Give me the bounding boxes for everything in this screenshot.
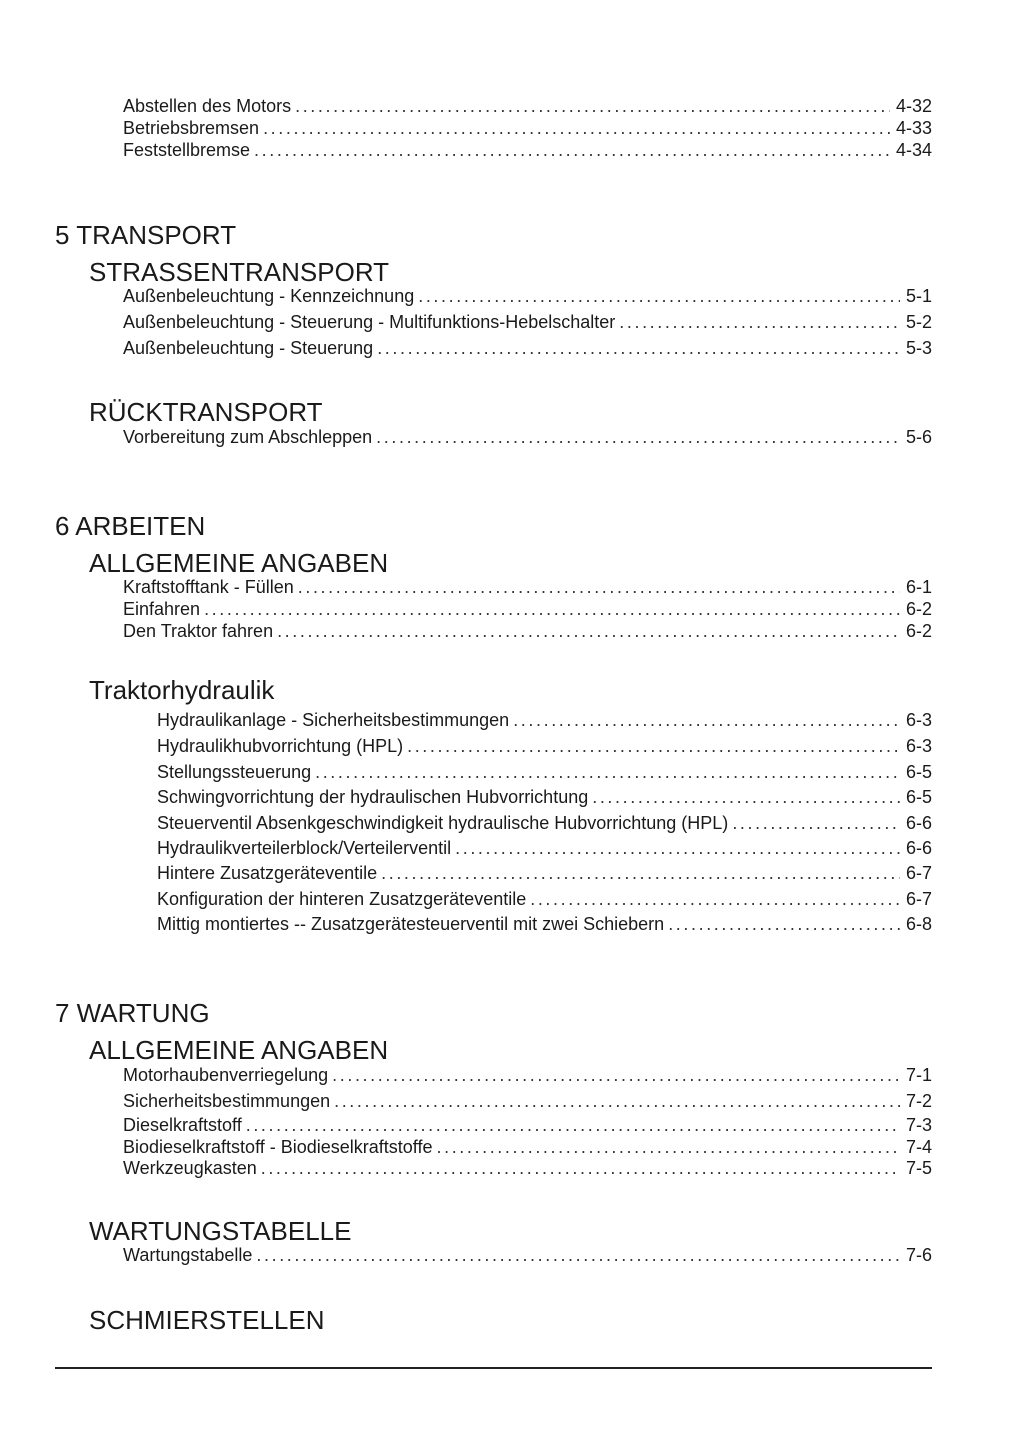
toc-entry[interactable]: [123, 620, 932, 642]
toc-entry[interactable]: [123, 117, 932, 139]
toc-entry-label: Werkzeugkasten: [123, 1158, 257, 1178]
section-title[interactable]: WARTUNGSTABELLE: [89, 1216, 352, 1246]
toc-entry-page: 7-2: [905, 1091, 932, 1111]
toc-leader-dots: [455, 837, 900, 859]
footer-divider: [55, 1367, 932, 1369]
chapter-title[interactable]: 5 TRANSPORT: [55, 220, 237, 250]
chapter-title[interactable]: 7 WARTUNG: [55, 998, 210, 1028]
toc-leader-dots: [204, 598, 900, 620]
toc-entry-page: 4-32: [895, 96, 932, 116]
toc-entry-page: 6-3: [905, 736, 932, 756]
toc-entry[interactable]: [123, 1157, 932, 1179]
toc-entry-page: 5-2: [905, 312, 932, 332]
toc-entry-label: Feststellbremse: [123, 140, 251, 160]
toc-leader-dots: [334, 1090, 900, 1112]
toc-entry[interactable]: [123, 426, 932, 448]
toc-entry[interactable]: [123, 576, 932, 598]
toc-entry-label: Sicherheitsbestimmungen: [123, 1091, 331, 1111]
toc-entry-page: 5-6: [905, 427, 932, 447]
toc-entry[interactable]: [123, 337, 932, 359]
toc-entry-label: Mittig montiertes -- Zusatzgerätesteuerventil mit zwei Schiebern: [157, 914, 665, 934]
toc-entry-label: Hydraulikverteilerblock/Verteilerventil: [157, 838, 452, 858]
toc-leader-dots: [513, 709, 900, 731]
toc-entry-label: Schwingvorrichtung der hydraulischen Hubvorrichtung: [157, 787, 589, 807]
toc-leader-dots: [261, 1157, 900, 1179]
toc-leader-dots: [298, 576, 900, 598]
toc-entry-page: 7-6: [905, 1245, 932, 1265]
toc-entry-label: Einfahren: [123, 599, 201, 619]
toc-entry[interactable]: [123, 1244, 932, 1266]
toc-entry-label: Betriebsbremsen: [123, 118, 260, 138]
toc-entry-label: Außenbeleuchtung - Steuerung - Multifunktions-Hebelschalter: [123, 312, 616, 332]
toc-entry-page: 4-33: [895, 118, 932, 138]
toc-entry[interactable]: [123, 1114, 932, 1136]
toc-leader-dots: [377, 337, 900, 359]
toc-leader-dots: [332, 1064, 900, 1086]
section-title[interactable]: SCHMIERSTELLEN: [89, 1305, 325, 1335]
toc-entry-page: 6-6: [905, 838, 932, 858]
toc-entry-page: 6-5: [905, 787, 932, 807]
toc-entry-label: Hydraulikhubvorrichtung (HPL): [157, 736, 404, 756]
section-title[interactable]: RÜCKTRANSPORT: [89, 397, 323, 427]
toc-entry-page: 7-4: [905, 1137, 932, 1157]
toc-leader-dots: [437, 1136, 900, 1158]
toc-leader-dots: [263, 117, 890, 139]
toc-entry[interactable]: [123, 95, 932, 117]
toc-leader-dots: [315, 761, 900, 783]
section-title[interactable]: ALLGEMEINE ANGABEN: [89, 548, 389, 578]
toc-entry-label: Vorbereitung zum Abschleppen: [123, 427, 373, 447]
toc-entry[interactable]: [123, 598, 932, 620]
toc-entry-label: Außenbeleuchtung - Kennzeichnung: [123, 286, 415, 306]
toc-leader-dots: [407, 735, 900, 757]
toc-entry[interactable]: [157, 709, 932, 731]
toc-leader-dots: [732, 812, 900, 834]
section-title[interactable]: Traktorhydraulik: [89, 675, 275, 705]
toc-entry[interactable]: [157, 812, 932, 834]
toc-leader-dots: [381, 862, 900, 884]
section-title[interactable]: STRASSENTRANSPORT: [89, 257, 390, 287]
toc-entry-page: 4-34: [895, 140, 932, 160]
toc-entry-label: Konfiguration der hinteren Zusatzgeräteventile: [157, 889, 527, 909]
toc-leader-dots: [376, 426, 900, 448]
toc-entry-page: 5-3: [905, 338, 932, 358]
toc-entry[interactable]: [123, 1136, 932, 1158]
toc-leader-dots: [530, 888, 900, 910]
toc-leader-dots: [246, 1114, 900, 1136]
toc-entry-page: 6-2: [905, 599, 932, 619]
chapter-title[interactable]: 6 ARBEITEN: [55, 511, 206, 541]
toc-entry[interactable]: [123, 311, 932, 333]
toc-entry-label: Hintere Zusatzgeräteventile: [157, 863, 378, 883]
toc-entry-page: 6-3: [905, 710, 932, 730]
toc-entry-label: Dieselkraftstoff: [123, 1115, 242, 1135]
toc-entry[interactable]: [157, 888, 932, 910]
toc-entry-label: Stellungssteuerung: [157, 762, 312, 782]
section-title[interactable]: ALLGEMEINE ANGABEN: [89, 1035, 389, 1065]
toc-entry-label: Motorhaubenverriegelung: [123, 1065, 329, 1085]
toc-leader-dots: [619, 311, 900, 333]
toc-entry[interactable]: [157, 862, 932, 884]
toc-leader-dots: [256, 1244, 900, 1266]
toc-entry-page: 7-1: [905, 1065, 932, 1085]
toc-entry[interactable]: [157, 735, 932, 757]
toc-entry[interactable]: [157, 913, 932, 935]
toc-entry-page: 6-8: [905, 914, 932, 934]
toc-entry[interactable]: [157, 786, 932, 808]
toc-leader-dots: [295, 95, 890, 117]
toc-leader-dots: [592, 786, 900, 808]
toc-leader-dots: [254, 139, 890, 161]
toc-entry[interactable]: [123, 1090, 932, 1112]
toc-entry[interactable]: [157, 837, 932, 859]
toc-entry-page: 5-1: [905, 286, 932, 306]
toc-entry-page: 7-3: [905, 1115, 932, 1135]
toc-entry[interactable]: [123, 1064, 932, 1086]
toc-entry-page: 6-1: [905, 577, 932, 597]
toc-entry-page: 6-2: [905, 621, 932, 641]
toc-entry-label: Biodieselkraftstoff - Biodieselkraftstoffe: [123, 1137, 433, 1157]
toc-entry[interactable]: [123, 139, 932, 161]
toc-entry-label: Hydraulikanlage - Sicherheitsbestimmungen: [157, 710, 510, 730]
toc-leader-dots: [668, 913, 900, 935]
toc-entry-page: 6-6: [905, 813, 932, 833]
toc-entry[interactable]: [157, 761, 932, 783]
toc-entry-label: Abstellen des Motors: [123, 96, 292, 116]
toc-entry-label: Kraftstofftank - Füllen: [123, 577, 294, 597]
toc-entry-label: Steuerventil Absenkgeschwindigkeit hydraulische Hubvorrichtung (HPL): [157, 813, 729, 833]
toc-entry-page: 7-5: [905, 1158, 932, 1178]
toc-entry[interactable]: [123, 285, 932, 307]
toc-entry-page: 6-7: [905, 889, 932, 909]
toc-entry-page: 6-7: [905, 863, 932, 883]
toc-entry-label: Wartungstabelle: [123, 1245, 253, 1265]
toc-entry-label: Außenbeleuchtung - Steuerung: [123, 338, 374, 358]
toc-leader-dots: [277, 620, 900, 642]
toc-entry-page: 6-5: [905, 762, 932, 782]
toc-leader-dots: [418, 285, 900, 307]
toc-entry-label: Den Traktor fahren: [123, 621, 274, 641]
